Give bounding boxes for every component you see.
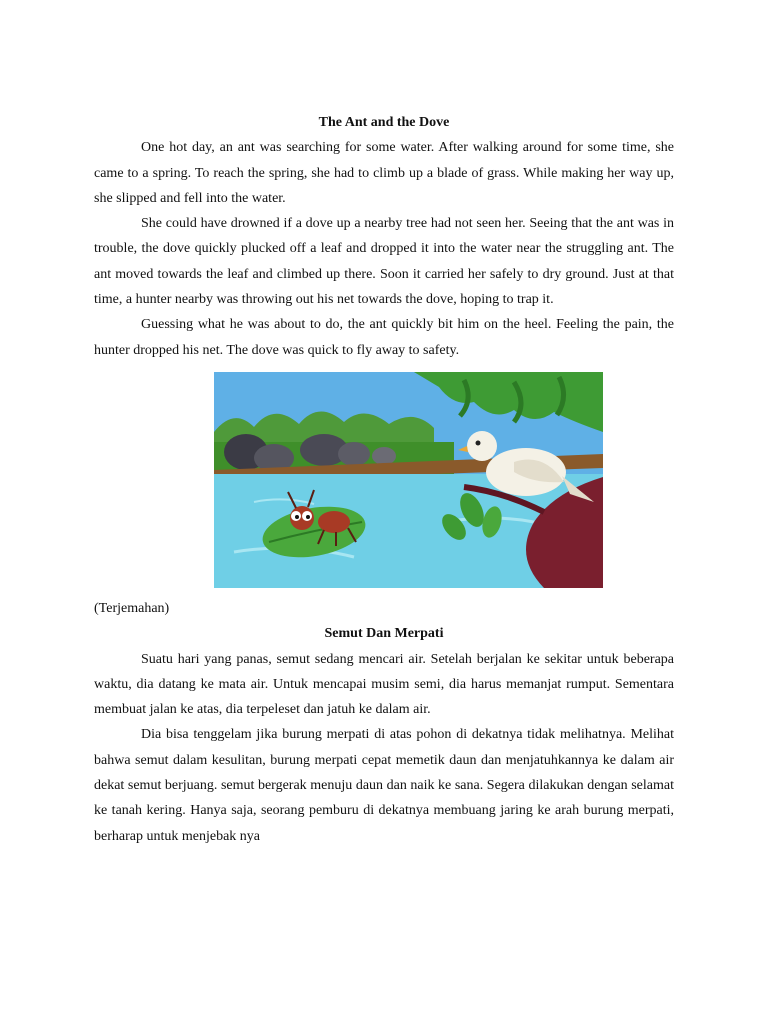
dove-head (467, 431, 497, 461)
paragraph-en-3: Guessing what he was about to do, the ant quickly bit him on the heel. Feeling the pain, the hunter dropped his net. The dove was quick to fly away to safety. (94, 317, 674, 358)
paragraph-id-2: Dia bisa tenggelam jika burung merpati di atas pohon di dekatnya tidak melihatnya. Melihat bahwa semut dalam kesulitan, burung merpati cepat memetik daun dan menjatuhkannya ke dalam air dekat semut berjuang. semut bergerak menuju daun dan naik ke sana. Segera dilakukan dengan selamat ke tanah kering. Hanya saja, seorang pemburu di dekatnya membuang jaring ke arah burung merpati, berharap untuk menjebak nya (94, 727, 674, 844)
dove-eye (476, 440, 481, 445)
ant-pupil (306, 515, 310, 519)
paragraph-id-1: Suatu hari yang panas, semut sedang mencari air. Setelah berjalan ke sekitar untuk beberapa waktu, dia datang ke mata air. Untuk mencapai musim semi, dia harus memanjat rumput. Sementara membuat jalan ke atas, dia terpeleset dan jatuh ke dalam air. (94, 651, 674, 718)
ant-body (318, 511, 350, 533)
rock (338, 442, 370, 466)
translation-note: (Terjemahan) (94, 600, 170, 616)
paragraph-en-1: One hot day, an ant was searching for some water. After walking around for some time, she came to a spring. To reach the spring, she had to climb up a blade of grass. While making her way up, she slipped and fell into the water. (94, 140, 674, 206)
story-title-id: Semut Dan Merpati (324, 626, 444, 642)
ant-dove-illustration (214, 372, 603, 588)
document-page (94, 110, 674, 849)
rock (372, 447, 396, 465)
paragraph-en-2: She could have drowned if a dove up a nearby tree had not seen her. Seeing that the ant was in trouble, the dove quickly plucked off a leaf and dropped it into the water near the struggling ant. The ant moved towards the leaf and climbed up there. Soon it carried her safely to dry ground. Just at that time, a hunter nearby was throwing out his net towards the dove, hoping to trap it. (94, 216, 674, 308)
ant-pupil (295, 515, 299, 519)
story-title-en: The Ant and the Dove (318, 115, 450, 130)
